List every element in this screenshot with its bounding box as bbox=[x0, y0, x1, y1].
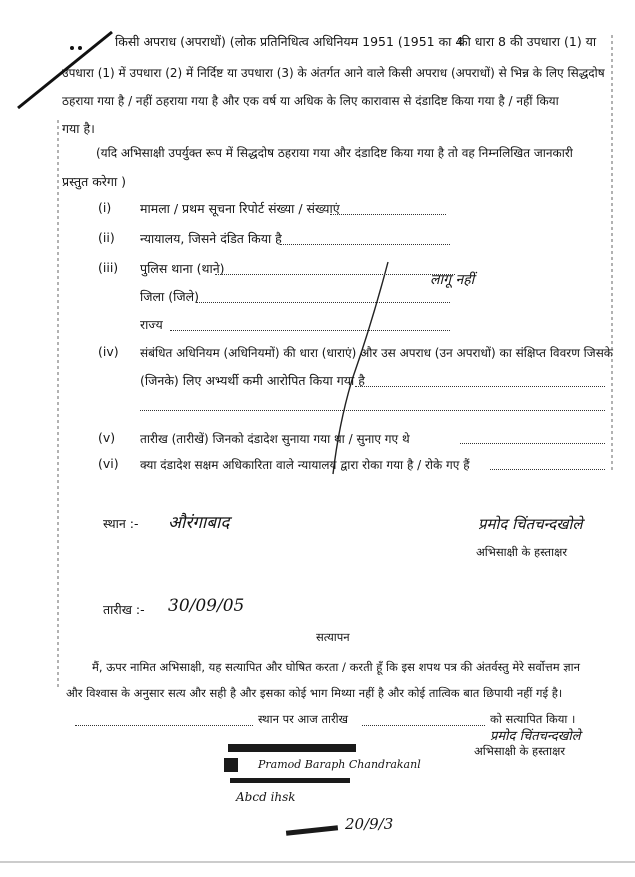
item-ii-blank bbox=[280, 244, 450, 245]
handwritten-not-applicable: लागू नहीं bbox=[430, 272, 475, 288]
stamp-bar-middle bbox=[230, 778, 350, 783]
item-ii-label: न्यायालय, जिसने दंडित किया है bbox=[140, 231, 282, 246]
item-iii-blank bbox=[215, 274, 455, 275]
item-iv-number: (iv) bbox=[98, 344, 119, 359]
condition-line-1: (यदि अभिसाक्षी उपर्युक्त रूप में सिद्धदोष ठहराया गया और दंडादिष्ट किया गया है तो वह निम्नलिखित जानकारी bbox=[96, 146, 573, 160]
verification-line-2: और विश्वास के अनुसार सत्य और सही है और इसका कोई भाग मिथ्या नहीं है और कोई तात्विक बात छिपायी नहीं गई है। bbox=[66, 686, 563, 700]
item-v-number: (v) bbox=[98, 430, 116, 445]
verification-date-blank bbox=[362, 725, 485, 726]
verification-signature-caption: अभिसाक्षी के हस्ताक्षर bbox=[474, 744, 566, 758]
stamp-number: 20/9/3 bbox=[345, 815, 394, 833]
stamp-signature: Abcd ihsk bbox=[236, 790, 296, 804]
item-iii-label: पुलिस थाना (थाने) bbox=[140, 261, 225, 276]
item-iv-blank-2 bbox=[140, 410, 605, 411]
stamp-name: Pramod Baraph Chandrakanl bbox=[258, 758, 421, 771]
state-blank bbox=[170, 330, 450, 331]
item-i-label: मामला / प्रथम सूचना रिपोर्ट संख्या / संख्याएं bbox=[140, 201, 340, 216]
item-ii-number: (ii) bbox=[98, 230, 115, 245]
item-vi-label: क्या दंडादेश सक्षम अधिकारिता वाले न्यायालय द्वारा रोका गया है / रोके गए हैं bbox=[140, 458, 470, 472]
date-label: तारीख :- bbox=[103, 602, 145, 617]
item-v-blank bbox=[460, 443, 605, 444]
verification-place-blank bbox=[75, 725, 253, 726]
ink-dot bbox=[78, 46, 82, 50]
item-i-number: (i) bbox=[98, 200, 112, 215]
intro-line-3: ठहराया गया है / नहीं ठहराया गया है और एक वर्ष या अधिक के लिए कारावास से दंडादिष्ट किया गया है / नहीं किया bbox=[62, 94, 559, 108]
ink-dot bbox=[70, 46, 74, 50]
state-label: राज्य bbox=[140, 317, 163, 332]
item-v-label: तारीख (तारीखें) जिनको दंडादेश सुनाया गया था / सुनाए गए थे bbox=[140, 432, 410, 446]
item-iii-number: (iii) bbox=[98, 260, 119, 275]
intro-line-4: गया है। bbox=[62, 121, 95, 136]
intro-line-2: उपधारा (1) में उपधारा (2) में निर्दिष्ट या उपधारा (3) के अंतर्गत आने वाले किसी अपराध (अपराधों) से भिन्न के लिए सिद्धदोष bbox=[62, 66, 605, 80]
verification-line-3a: स्थान पर आज तारीख bbox=[258, 712, 349, 726]
district-blank bbox=[196, 302, 450, 303]
stamp-bar-top bbox=[228, 744, 356, 752]
intro-line-1a: किसी अपराध (अपराधों) (लोक प्रतिनिधित्व अधिनियम 1951 (1951 का 4 bbox=[115, 34, 464, 49]
date-value: 30/09/05 bbox=[168, 596, 245, 616]
intro-line-1b: की धारा 8 की उपधारा (1) या bbox=[458, 34, 597, 49]
item-i-blank bbox=[330, 214, 446, 215]
item-vi-blank bbox=[490, 469, 605, 470]
district-label: जिला (जिले) bbox=[140, 289, 199, 304]
verification-line-1: मैं, ऊपर नामित अभिसाक्षी, यह सत्यापित और घोषित करता / करती हूँ कि इस शपथ पत्र की अंतर्वस्तु मेरे सर्वोत्तम ज्ञान bbox=[92, 660, 580, 674]
verification-line-3b: को सत्यापित किया । bbox=[490, 712, 576, 726]
stamp-block bbox=[224, 758, 238, 772]
item-iv-blank-1 bbox=[355, 386, 605, 387]
condition-line-2: प्रस्तुत करेगा ) bbox=[62, 174, 127, 189]
place-value: औरंगाबाद bbox=[168, 513, 230, 533]
item-iv-line-2: (जिनके) लिए अभ्यर्थी कमी आरोपित किया गया है bbox=[140, 373, 365, 388]
item-vi-number: (vi) bbox=[98, 456, 119, 471]
verification-signature: प्रमोद चिंतचन्दखोले bbox=[490, 729, 581, 744]
item-iv-line-1: संबंधित अधिनियम (अधिनियमों) की धारा (धाराएं) और उस अपराध (उन अपराधों) का संक्षिप्त विवरण जिसके bbox=[140, 346, 614, 360]
deponent-signature: प्रमोद चिंतचन्दखोले bbox=[478, 515, 583, 533]
place-label: स्थान :- bbox=[103, 516, 139, 531]
signature-caption: अभिसाक्षी के हस्ताक्षर bbox=[476, 545, 568, 559]
verification-title: सत्यापन bbox=[316, 630, 350, 644]
